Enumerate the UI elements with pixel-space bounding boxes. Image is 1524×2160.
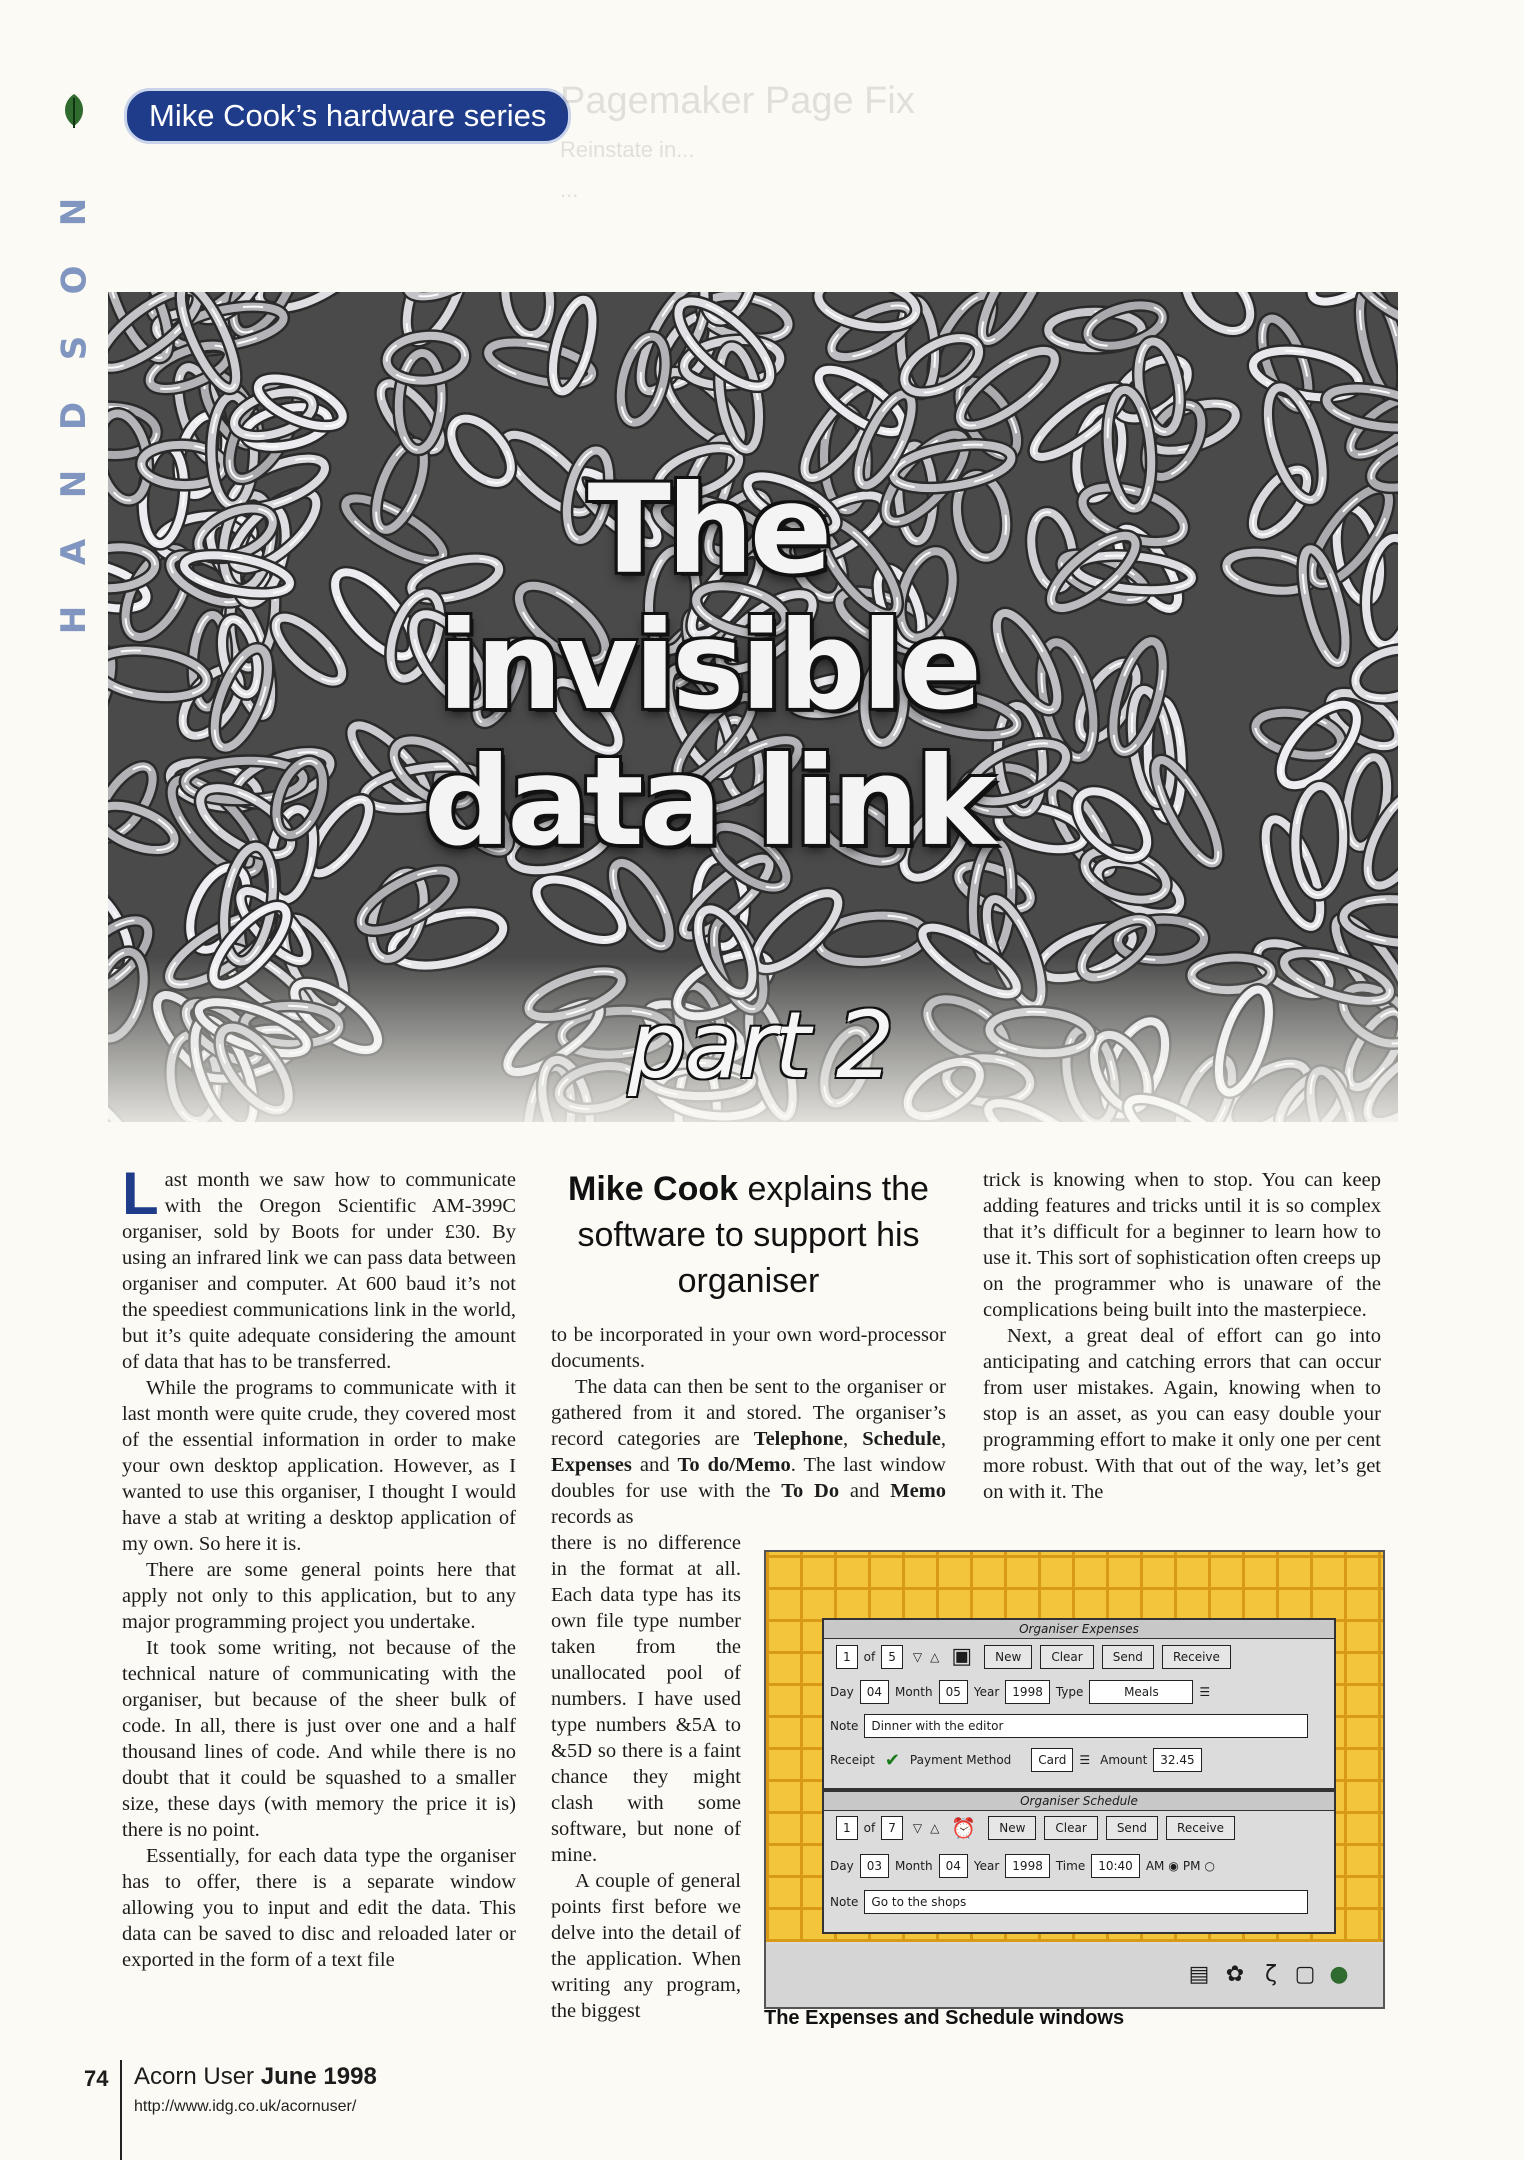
send-button[interactable]: Send bbox=[1106, 1816, 1158, 1840]
note-row bbox=[830, 1714, 1314, 1738]
receive-button[interactable]: Receive bbox=[1166, 1816, 1235, 1840]
am-radio-selected-icon[interactable]: ◉ bbox=[1168, 1859, 1179, 1873]
disc-drive-icon[interactable]: ▤ bbox=[1188, 1962, 1210, 1987]
month-field[interactable]: 04 bbox=[939, 1854, 968, 1878]
record-number-field[interactable]: 1 bbox=[836, 1645, 858, 1669]
ghost-title: Pagemaker Page Fix bbox=[560, 80, 915, 122]
arrow-up-icon[interactable]: △ bbox=[930, 1821, 940, 1835]
menu-icon[interactable]: ☰ bbox=[1079, 1753, 1091, 1767]
column-2-continued bbox=[551, 1530, 741, 2024]
amount-label: Amount bbox=[1100, 1753, 1148, 1767]
date-time-row bbox=[830, 1854, 1219, 1878]
time-field[interactable]: 10:40 bbox=[1091, 1854, 1140, 1878]
day-field[interactable]: 03 bbox=[860, 1854, 889, 1878]
window-title: Organiser Schedule bbox=[824, 1792, 1334, 1811]
page-number: 74 bbox=[84, 2066, 109, 2091]
paragraph: Next, a great deal of effort can go into anticipating and catching errors that can occur from user mistakes. Again, knowing when to stop is an asset, as you can easy double your programming effort to make it only one per cent more robust. With that out of the way, let’s get on with it. The bbox=[983, 1325, 1381, 1503]
paragraph: A couple of general points first before we delve into the detail of the application. When writing any program, the biggest bbox=[551, 1870, 741, 2022]
memo-name: Memo bbox=[890, 1480, 946, 1502]
reverse-page-bleed bbox=[560, 80, 1460, 300]
send-button[interactable]: Send bbox=[1102, 1645, 1154, 1669]
screenshot-caption: The Expenses and Schedule windows bbox=[764, 2007, 1125, 2029]
category-telephone: Telephone bbox=[753, 1428, 844, 1450]
title-line: invisible bbox=[437, 595, 979, 737]
side-letter: H bbox=[54, 605, 94, 635]
zeta-app-icon[interactable]: ζ bbox=[1265, 1962, 1277, 1987]
standfirst bbox=[551, 1166, 946, 1304]
payment-method-label: Payment Method bbox=[909, 1753, 1012, 1767]
of-label: of bbox=[863, 1649, 876, 1664]
expenses-window bbox=[822, 1618, 1336, 1790]
record-toolbar bbox=[830, 1644, 1235, 1669]
section-label bbox=[46, 92, 102, 652]
new-button[interactable]: New bbox=[984, 1645, 1032, 1669]
ghost-line: ... bbox=[560, 177, 579, 202]
type-label: Type bbox=[1055, 1685, 1084, 1699]
hero-image bbox=[108, 292, 1398, 1122]
checkbox-checked-icon[interactable]: ✔ bbox=[884, 1749, 900, 1771]
hands-on-letters bbox=[46, 178, 102, 654]
record-number-field[interactable]: 1 bbox=[836, 1816, 858, 1840]
clear-button[interactable]: Clear bbox=[1044, 1816, 1097, 1840]
pm-radio-icon[interactable]: ○ bbox=[1204, 1859, 1215, 1873]
payment-field[interactable]: Card bbox=[1031, 1748, 1073, 1772]
side-letter: O bbox=[54, 265, 94, 295]
app-screenshot bbox=[764, 1550, 1385, 2009]
column-2 bbox=[551, 1322, 946, 1530]
column-1 bbox=[122, 1160, 516, 1973]
side-letter: S bbox=[54, 335, 94, 361]
series-badge: Mike Cook’s hardware series bbox=[124, 88, 571, 144]
time-label: Time bbox=[1055, 1859, 1086, 1873]
note-field[interactable]: Go to the shops bbox=[864, 1890, 1308, 1914]
schedule-window bbox=[822, 1790, 1336, 1934]
paragraph: Essentially, for each data type the organiser has to offer, there is a separate window allowing you to input and edit the data. This data can be saved to disc and reloaded later or exported in the form of a text file bbox=[122, 1845, 516, 1971]
record-toolbar bbox=[830, 1816, 1239, 1840]
window-title: Organiser Expenses bbox=[824, 1620, 1334, 1639]
alarm-clock-icon: ⏰ bbox=[951, 1816, 977, 1840]
month-label: Month bbox=[894, 1859, 933, 1873]
article-subtitle: part 2 bbox=[628, 992, 893, 1099]
cash-register-icon: ▣ bbox=[951, 1644, 973, 1669]
column-3 bbox=[983, 1167, 1381, 1505]
record-total-field: 5 bbox=[881, 1645, 903, 1669]
note-row bbox=[830, 1890, 1314, 1914]
type-field[interactable]: Meals bbox=[1089, 1680, 1193, 1704]
note-label: Note bbox=[830, 1895, 859, 1909]
receive-button[interactable]: Receive bbox=[1162, 1645, 1231, 1669]
paragraph-text: and bbox=[839, 1480, 891, 1502]
receipt-row bbox=[830, 1748, 1208, 1772]
side-letter: A bbox=[53, 538, 94, 566]
of-label: of bbox=[863, 1821, 876, 1835]
month-field[interactable]: 05 bbox=[939, 1680, 968, 1704]
side-letter: N bbox=[54, 469, 94, 499]
paragraph: While the programs to communicate with it last month were quite crude, they covered most of the essential information in order to make your own desktop application. However, as I wanted to use this organiser, I thought I would have a stab at writing a desktop application of my own. So here it is. bbox=[122, 1377, 516, 1555]
paragraph-text: records as bbox=[551, 1506, 634, 1528]
paragraph: trick is knowing when to stop. You can keep adding features and tricks until it is so complex that it’s difficult for a beginner to learn how to use it. This sort of sophistication often creeps up on the programmer who is unaware of the complications being built into the masterpiece. bbox=[983, 1169, 1381, 1321]
category-todo: To do/Memo bbox=[677, 1454, 791, 1476]
amount-field[interactable]: 32.45 bbox=[1153, 1748, 1201, 1772]
clear-button[interactable]: Clear bbox=[1040, 1645, 1093, 1669]
article-title bbox=[358, 459, 1058, 873]
magazine-name bbox=[134, 2063, 377, 2091]
am-label: AM bbox=[1145, 1859, 1165, 1873]
leaf-icon bbox=[60, 92, 88, 130]
paragraph: to be incorporated in your own word-processor documents. bbox=[551, 1324, 946, 1372]
new-button[interactable]: New bbox=[988, 1816, 1036, 1840]
footer-divider bbox=[120, 2060, 122, 2160]
paragraph: It took some writing, not because of the technical nature of communicating with the organiser, but because of the sheer bulk of code. In all, there is just over one and a half thousand lines of code. And while there is no doubt that it could be squashed to a smaller size, these days (with memory the price it is) there is no point. bbox=[122, 1637, 516, 1841]
magazine-title: Acorn User bbox=[134, 2063, 255, 2090]
day-label: Day bbox=[830, 1859, 854, 1873]
paragraph-text: The data can then be sent to the organiser or gathered from it and stored. The organiser’s record categories are bbox=[551, 1376, 946, 1450]
acorn-task-manager-icon[interactable]: ● bbox=[1329, 1962, 1349, 1987]
side-letter: D bbox=[53, 401, 94, 431]
year-field[interactable]: 1998 bbox=[1005, 1854, 1050, 1878]
category-expenses: Expenses bbox=[551, 1454, 632, 1476]
paragraph bbox=[122, 1160, 516, 1375]
year-label: Year bbox=[973, 1685, 1000, 1699]
note-field[interactable]: Dinner with the editor bbox=[864, 1714, 1308, 1738]
receipt-label: Receipt bbox=[830, 1753, 875, 1767]
day-label: Day bbox=[830, 1685, 854, 1699]
issue-date: June 1998 bbox=[260, 2063, 377, 2090]
arrow-up-icon[interactable]: △ bbox=[930, 1649, 940, 1664]
ghost-line: Reinstate in... bbox=[560, 137, 695, 162]
record-total-field: 7 bbox=[881, 1816, 903, 1840]
year-field[interactable]: 1998 bbox=[1005, 1680, 1050, 1704]
paragraph: There are some general points here that apply not only to this application, but to any major programming project you undertake. bbox=[122, 1559, 516, 1633]
standfirst-text: explains the software to support his organiser bbox=[577, 1170, 929, 1300]
paragraph-text: . The last window doubles for use with the bbox=[551, 1454, 946, 1502]
category-schedule: Schedule bbox=[862, 1428, 941, 1450]
drop-cap: L bbox=[122, 1160, 159, 1227]
side-letter: N bbox=[54, 197, 94, 227]
title-line: data link bbox=[423, 731, 993, 873]
paragraph-text: ast month we saw how to communicate with the Oregon Scientific AM-399C organiser, sold by Boots for under £30. By using an infrared link we can pass data between organiser and computer. At 600 baud it’s not the speediest communications link in the world, but it’s quite adequate considering the amount of data that has to be transferred. bbox=[122, 1169, 516, 1373]
arrow-down-icon[interactable]: ▽ bbox=[912, 1821, 923, 1835]
title-line: The bbox=[587, 459, 829, 601]
magazine-url[interactable]: http://www.idg.co.uk/acornuser/ bbox=[134, 2098, 357, 2115]
day-field[interactable]: 04 bbox=[860, 1680, 889, 1704]
note-label: Note bbox=[830, 1719, 859, 1733]
todo-name: To Do bbox=[781, 1480, 840, 1502]
organiser-app-icon[interactable]: ✿ bbox=[1225, 1962, 1245, 1987]
author-name: Mike Cook bbox=[568, 1170, 739, 1208]
month-label: Month bbox=[894, 1685, 933, 1699]
date-row bbox=[830, 1680, 1210, 1704]
paragraph: there is no difference in the format at all. Each data type has its own file type number taken from the unallocated pool of numbers. I have used type numbers &5A to &5D so there is a faint chance they might clash with some software, but none of mine. bbox=[551, 1532, 741, 1866]
pm-label: PM bbox=[1182, 1859, 1201, 1873]
display-icon[interactable]: ▢ bbox=[1294, 1962, 1316, 1987]
menu-icon[interactable]: ☰ bbox=[1199, 1685, 1211, 1699]
paragraph: The data can then be sent to the organiser or gathered from it and stored. The organiser’s record categories are Telephone, Schedule, Expenses and To do/Memo. The last window doubles for use with the To Do and Memo records as bbox=[551, 1376, 947, 1528]
icon-bar bbox=[766, 1944, 1383, 2007]
year-label: Year bbox=[973, 1859, 1000, 1873]
arrow-down-icon[interactable]: ▽ bbox=[912, 1649, 923, 1664]
